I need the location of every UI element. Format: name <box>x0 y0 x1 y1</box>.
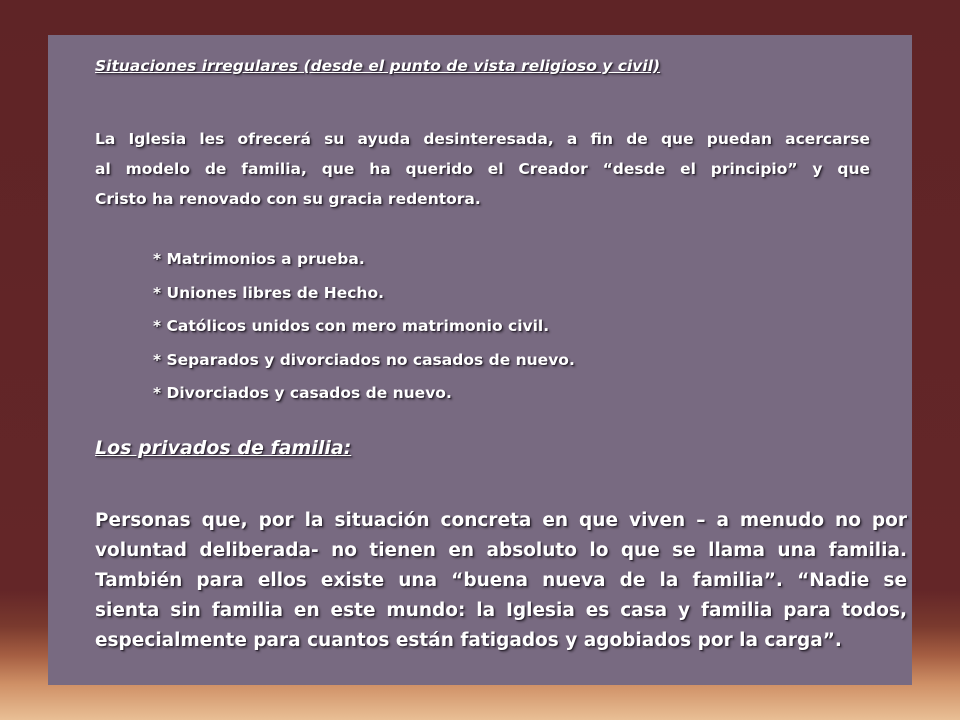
paragraph-line: especialmente para cuantos están fatigados y agobiados por la carga”. <box>95 630 842 651</box>
paragraph-line: Personas que, por la situación concreta en que viven – a menudo no por <box>95 510 907 531</box>
paragraph-line: La Iglesia les ofrecerá su ayuda desinteresada, a fin de que puedan acercarse <box>95 130 870 148</box>
list-item: * Uniones libres de Hecho. <box>153 283 385 302</box>
content-panel <box>48 35 912 685</box>
paragraph-line: sienta sin familia en este mundo: la Iglesia es casa y familia para todos, <box>95 600 907 621</box>
paragraph-line: al modelo de familia, que ha querido el Creador “desde el principio” y que <box>95 160 870 178</box>
list-item: * Católicos unidos con mero matrimonio civil. <box>153 317 550 335</box>
paragraph-deprived-of-family <box>95 506 907 656</box>
list-item: * Matrimonios a prueba. <box>153 250 365 268</box>
section-heading-irregular-situations: Situaciones irregulares (desde el punto de vista religioso y civil) <box>95 57 661 75</box>
paragraph-church-help <box>95 124 870 214</box>
list-item: * Divorciados y casados de nuevo. <box>153 384 452 402</box>
paragraph-line: voluntad deliberada- no tienen en absoluto lo que se llama una familia. <box>95 540 907 561</box>
paragraph-line: También para ellos existe una “buena nueva de la familia”. “Nadie se <box>95 570 907 591</box>
list-item: * Separados y divorciados no casados de nuevo. <box>153 350 575 369</box>
section-heading-deprived-of-family: Los privados de familia: <box>95 437 352 459</box>
paragraph-line: Cristo ha renovado con su gracia redentora. <box>95 190 481 208</box>
irregular-situations-list <box>153 243 575 411</box>
